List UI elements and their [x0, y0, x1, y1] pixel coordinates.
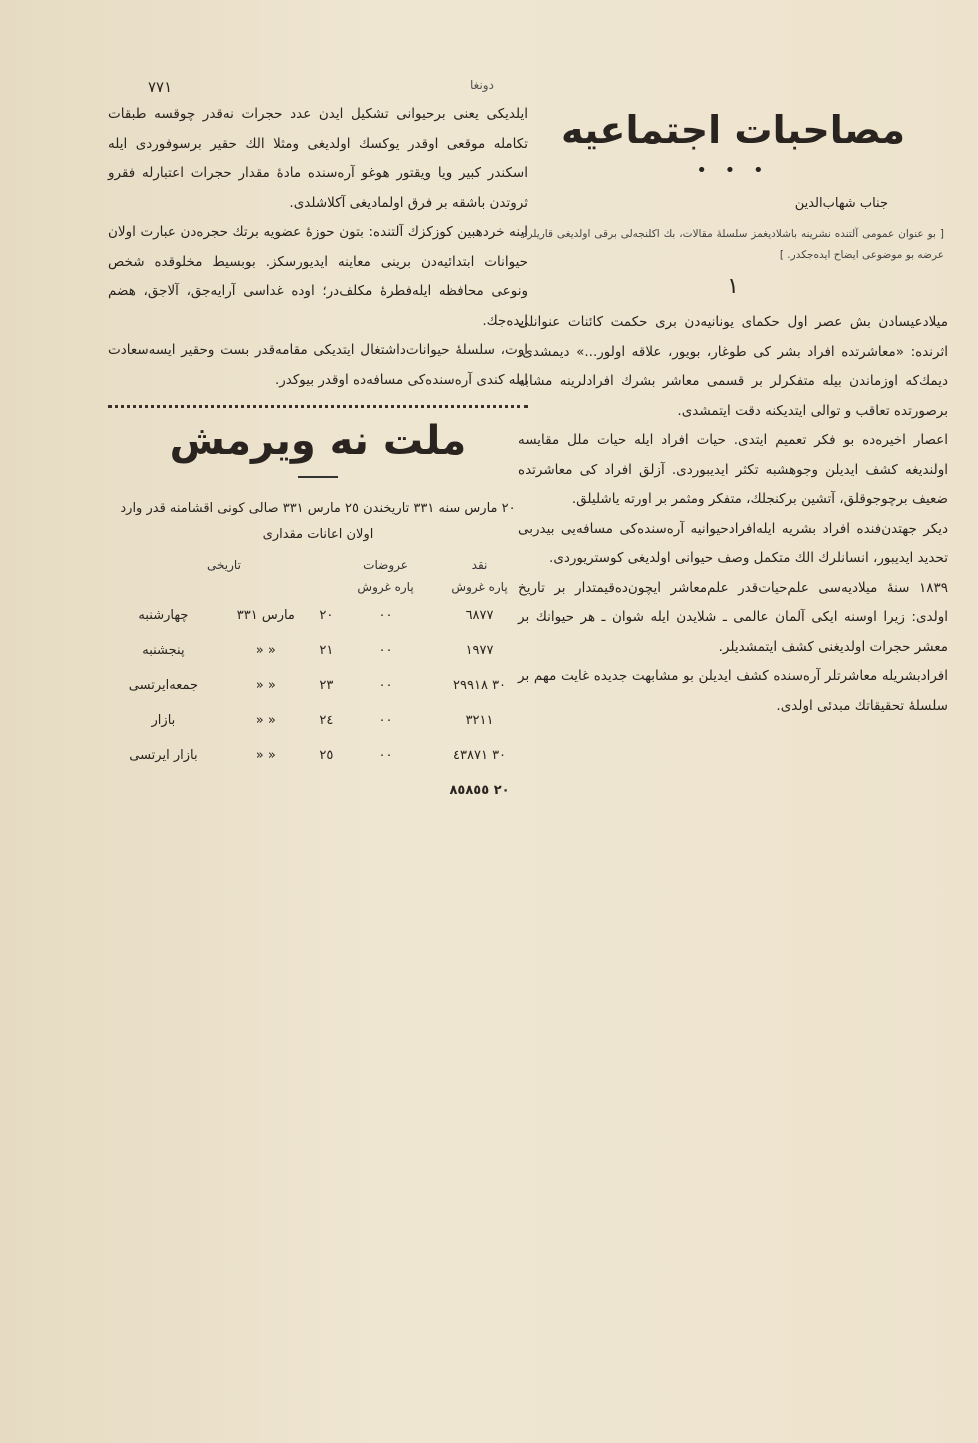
intro-note: [ بو عنوان عمومی آلتنده نشرینه باشلادیغمز سلسلهٔ مقالات، بك اكلنجه‌لی برقی اولدیغی قاریلره عرضه بو موضوعی ایضاح ایده‌جکدر. ] [522, 228, 944, 261]
title-ornament: • • • [696, 160, 770, 181]
paragraph: میلادعیسادن بش عصر اول حکمای یونانیه‌دن بری حکمت کائنات عنوانلی اثرنده: «معاشرتده افراد بشر کی طوغار، بویور، علاقه اولور...» دیمشدی. دیمك‌كه اوزماندن بیله متفکرلر بر قسمی معاشر بشرك افرادلرینه مشابه برصورتده تعاقب و توالی ایتدیکنه دقت ایتمشدی. [518, 314, 948, 419]
article-title: مصاحبات اجتماعیه [560, 108, 905, 152]
left-column [108, 100, 528, 808]
paragraph: اینه خردهبین کوزکزك آلتنده: بتون حوزهٔ عضویه برتك حجره‌دن عبارت اولان حیوانات ابتدائیه‌دن برینی معاینه ایدیورسکز. بوبسیط مخلوقده شخص ونوعی محافظه ایله‌فطرهٔ مکلف‌در؛ اوده غداسی آرایه‌جق، آلاجق، هضم ایده‌جك. [108, 224, 528, 329]
paragraph: اوت، سلسلهٔ حیوانات‌داشتغال ایتدیکی مقامه‌قدر بست وحقیر ایسه‌سعادت ایله کندی آره‌سنده‌کی مسافه‌ده اوقدر بیوکدر. [108, 342, 528, 388]
subheader-uruz: پاره غروش [357, 580, 414, 594]
title-rule [298, 476, 338, 496]
header-uruz: عروضات [363, 558, 408, 572]
table-row: ٦٨٧٧ ٠٠ ٢٠ مارس ٣٣١ چهارشنبه [138, 608, 494, 623]
right-column [518, 100, 948, 721]
table-total-row [108, 773, 528, 808]
table-row: ٣٠ ٤٣٨٧١ ٠٠ ٢٥ « « بازار ایرتسی [129, 748, 507, 763]
donations-table [108, 554, 528, 808]
paragraph: اعصار اخیره‌ده بو فکر تعمیم ایتدی. حیات افراد ایله حیات ملل مقایسه اولندیغه کشف ایدیلن وجوهشبه تکثر ایدیبوردی. آزلق افراد کی معاشرتده ضعیف برچوجوقلق، آتشین برکنجلك، متفکر ومثمر بر اورته یاشلیلق. [518, 432, 948, 507]
paragraph: افرادبشریله معاشرتلر آره‌سنده کشف ایدیلن بو مشابهت جدیده غایت مهم بر سلسلهٔ تحقیقاتك مبدئی اولدی. [518, 668, 948, 714]
paragraph: ایلدیکی یعنی برحیوانی تشکیل ایدن عدد حجرات نه‌قدر چوقسه طبقات تکامله موقعی اوقدر یوکسك اولدیغی ومثلا الك حقیر برسوفوردی ایله اسکندر کبیر ویا ویقتور هوغو آره‌سنده مادهٔ مقدار حجرات اعتبارله فقرو ثروتدن باشقه بر فرق اولمادیغی آکلاشلدی. [108, 106, 528, 211]
author-line: جناب شهاب‌الدین [794, 196, 888, 211]
paragraph: ١٨٣٩ سنهٔ میلادیه‌سی علم‌حیات‌قدر علم‌معاشر ایچون‌ده‌قیمتدار بر تاریخ اولدی: زیرا اوسنه ایکی آلمان عالمی ـ شلایدن ایله شوان ـ هر حیوانك بر معشر حجرات اولدیغنی کشف ایتمشدیلر. [518, 579, 948, 655]
table-row: ٣٠ ٢٩٩١٨ ٠٠ ٢٣ « « جمعه‌ایرتسی [128, 678, 507, 693]
table-row: ٣٢١١ ٠٠ ٢٤ « « بازار [151, 713, 494, 728]
donations-title: ملت نه ویرمش [169, 418, 467, 464]
table-row: ١٩٧٧ ٠٠ ٢١ « « پنجشنبه [142, 643, 494, 658]
header-word: دونغا [470, 78, 494, 92]
paragraph: دیکر جهتدن‌فنده افراد بشریه ایله‌افرادحیوانیه آره‌سنده‌کی مسافه‌یی بیدربی تحدید ایدیبور، انسانلرك الك متکمل وصف حیوانی اولدیغی کوستریوردی. [518, 520, 948, 566]
table-caption: ٢٠ مارس سنه ٣٣١ تاریخندن ٢٥ مارس ٣٣١ صالی کونی اقشامنه قدر وارد اولان اعانات مقداری [120, 501, 516, 542]
page-number: ٧٧١ [148, 78, 173, 96]
subheader-naqd: پاره غروش [451, 580, 508, 594]
section-number: ١ [727, 274, 739, 299]
header-naqd: نقد [471, 558, 488, 572]
ornamental-divider [108, 405, 528, 408]
total-value: ٢٠ ٨٥٨٥٥ [449, 783, 510, 798]
header-date: تاریخی [207, 558, 241, 572]
